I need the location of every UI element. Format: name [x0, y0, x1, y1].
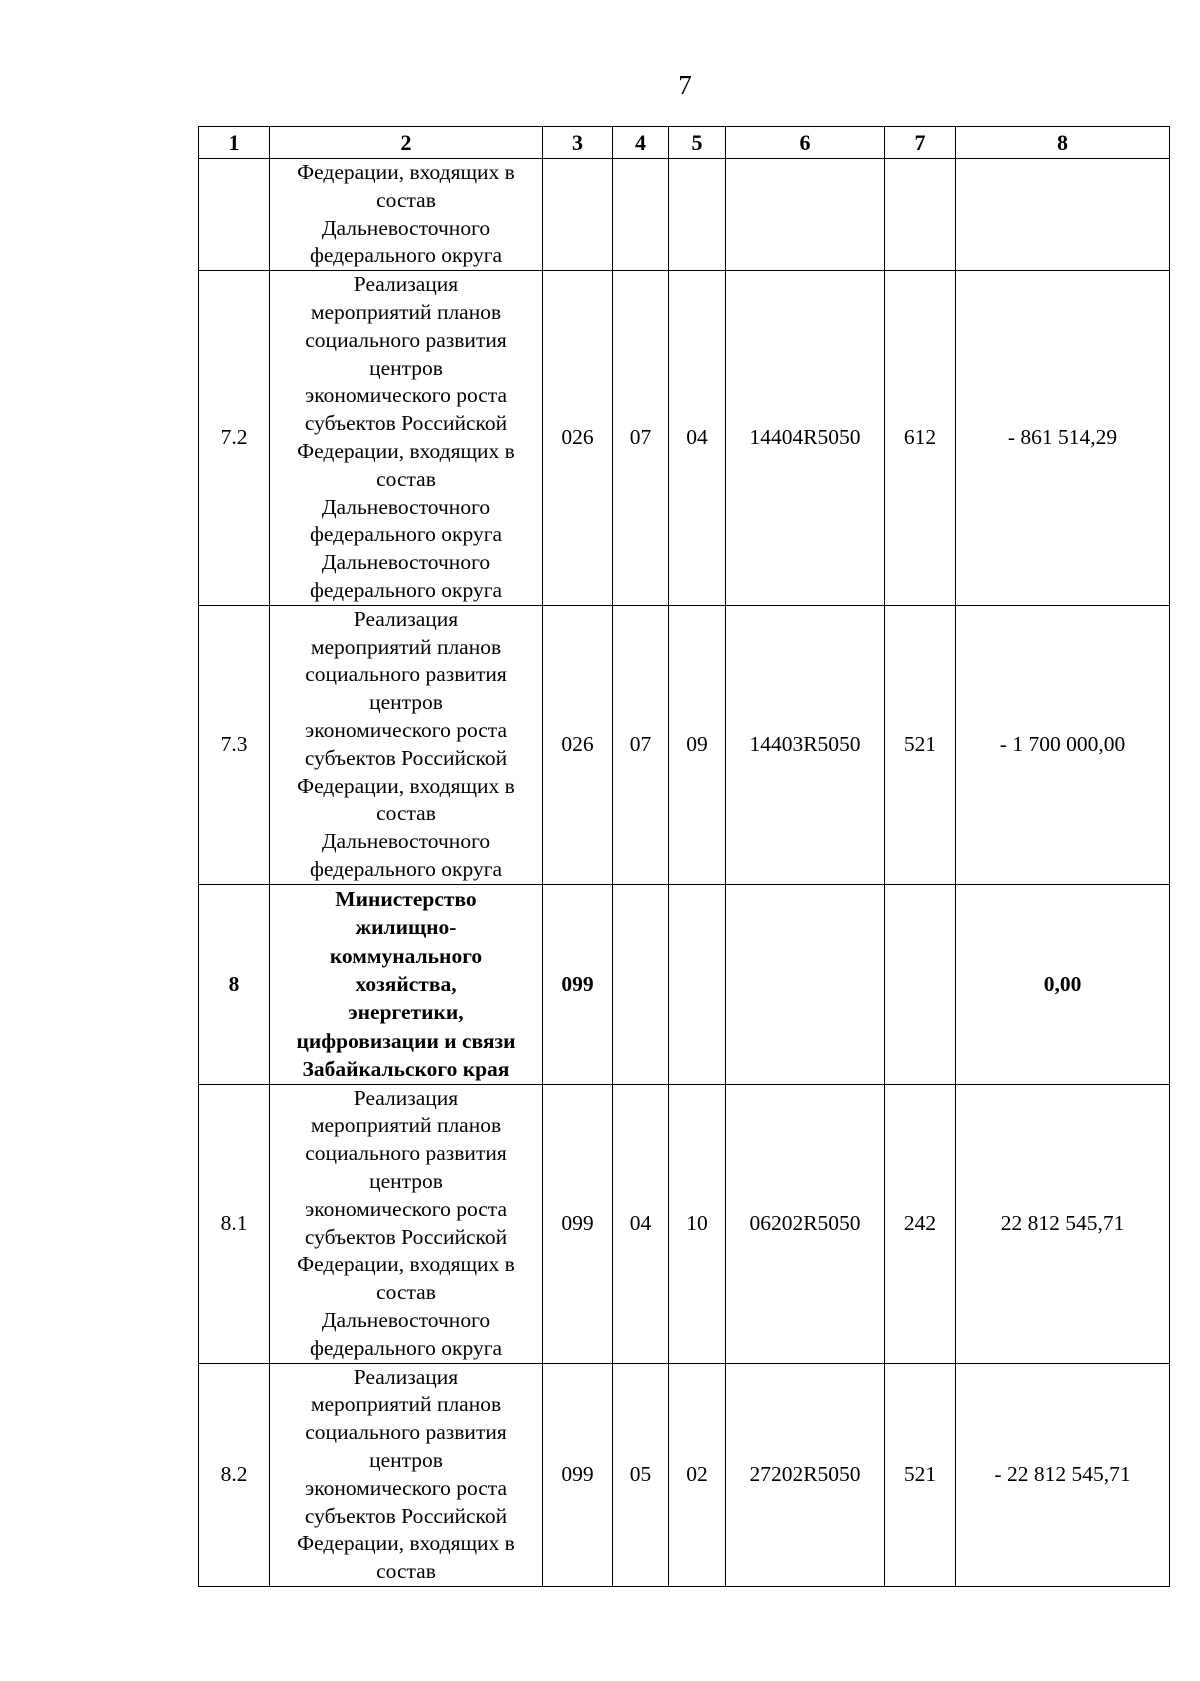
- target-article-cell: 06202R5050: [726, 1084, 885, 1363]
- table-row: [199, 271, 1170, 606]
- target-article-cell: [726, 884, 885, 1084]
- header-cell: 4: [613, 127, 669, 159]
- target-article-cell: 27202R5050: [726, 1363, 885, 1586]
- description-line: центров: [369, 1168, 443, 1193]
- section-cell: 07: [613, 271, 669, 606]
- description-cell: [270, 1363, 543, 1586]
- description-line: хозяйства,: [355, 971, 457, 996]
- description-line: Реализация: [353, 1364, 459, 1389]
- budget-table: [198, 126, 1170, 1587]
- target-article-cell: 14403R5050: [726, 605, 885, 884]
- subsection-cell: 02: [669, 1363, 726, 1586]
- description-line: федерального округа: [309, 1335, 503, 1360]
- description-line: состав: [376, 1280, 436, 1305]
- description-line: состав: [376, 801, 436, 826]
- subsection-cell: 10: [669, 1084, 726, 1363]
- description-line: экономического роста: [304, 1196, 507, 1221]
- header-row: [199, 127, 1170, 159]
- amount-cell: - 22 812 545,71: [956, 1363, 1170, 1586]
- header-cell: 2: [270, 127, 543, 159]
- description-line: Федерации, входящих в: [297, 1531, 515, 1556]
- description-line: Дальневосточного: [321, 215, 491, 240]
- subsection-cell: 04: [669, 271, 726, 606]
- description-line: центров: [369, 355, 443, 380]
- table-row: [199, 605, 1170, 884]
- subsection-cell: [669, 159, 726, 271]
- section-cell: [613, 884, 669, 1084]
- description-line: Реализация: [353, 1085, 459, 1110]
- description-line: субъектов Российской: [304, 1503, 508, 1528]
- description-line: Дальневосточного: [321, 829, 491, 854]
- description-cell: [270, 271, 543, 606]
- header-cell: 1: [199, 127, 270, 159]
- ministry-code-cell: 026: [543, 271, 613, 606]
- amount-cell: - 861 514,29: [956, 271, 1170, 606]
- row-number-cell: 8.2: [199, 1363, 270, 1586]
- ministry-code-cell: 099: [543, 1363, 613, 1586]
- table-row: [199, 1084, 1170, 1363]
- description-line: мероприятий планов: [310, 1392, 502, 1417]
- header-cell: 5: [669, 127, 726, 159]
- amount-cell: 0,00: [956, 884, 1170, 1084]
- description-line: энергетики,: [348, 1000, 464, 1025]
- description-line: состав: [376, 466, 436, 491]
- amount-cell: 22 812 545,71: [956, 1084, 1170, 1363]
- page-number: 7: [678, 70, 692, 100]
- description-line: экономического роста: [304, 383, 507, 408]
- description-line: мероприятий планов: [310, 299, 502, 324]
- subsection-cell: 09: [669, 605, 726, 884]
- description-cell: [270, 884, 543, 1084]
- description-line: цифровизации и связи: [296, 1028, 516, 1053]
- ministry-code-cell: [543, 159, 613, 271]
- table-row: [199, 1363, 1170, 1586]
- expense-type-cell: 521: [885, 1363, 956, 1586]
- ministry-code-cell: 026: [543, 605, 613, 884]
- description-cell: [270, 1084, 543, 1363]
- description-line: Федерации, входящих в: [297, 773, 515, 798]
- description-line: Дальневосточного: [321, 550, 491, 575]
- row-number-cell: 7.2: [199, 271, 270, 606]
- expense-type-cell: [885, 884, 956, 1084]
- description-line: федерального округа: [309, 243, 503, 268]
- description-line: состав: [376, 187, 436, 212]
- row-number-cell: 8.1: [199, 1084, 270, 1363]
- description-line: центров: [369, 690, 443, 715]
- description-line: мероприятий планов: [310, 634, 502, 659]
- description-line: мероприятий планов: [310, 1113, 502, 1138]
- table-row: [199, 159, 1170, 271]
- description-line: социального развития: [305, 1420, 507, 1445]
- subsection-cell: [669, 884, 726, 1084]
- description-line: Дальневосточного: [321, 494, 491, 519]
- description-line: Реализация: [353, 272, 459, 297]
- section-cell: 05: [613, 1363, 669, 1586]
- target-article-cell: 14404R5050: [726, 271, 885, 606]
- description-cell: [270, 159, 543, 271]
- description-line: экономического роста: [304, 1475, 507, 1500]
- expense-type-cell: 242: [885, 1084, 956, 1363]
- description-line: коммунального: [329, 943, 483, 968]
- description-line: социального развития: [305, 327, 507, 352]
- description-line: состав: [376, 1559, 436, 1584]
- description-line: жилищно-: [355, 915, 457, 940]
- description-line: социального развития: [305, 1141, 507, 1166]
- description-line: Федерации, входящих в: [297, 438, 515, 463]
- row-number-cell: [199, 159, 270, 271]
- description-line: субъектов Российской: [304, 1224, 508, 1249]
- description-line: Федерации, входящих в: [297, 1252, 515, 1277]
- description-line: Реализация: [353, 606, 459, 631]
- section-cell: 07: [613, 605, 669, 884]
- description-line: Федерации, входящих в: [297, 160, 515, 184]
- description-line: федерального округа: [309, 856, 503, 881]
- description-line: субъектов Российской: [304, 745, 508, 770]
- description-line: социального развития: [305, 662, 507, 687]
- description-line: субъектов Российской: [304, 411, 508, 436]
- row-number-cell: 8: [199, 884, 270, 1084]
- description-line: федерального округа: [309, 577, 503, 602]
- table-row: [199, 884, 1170, 1084]
- section-cell: [613, 159, 669, 271]
- header-cell: 7: [885, 127, 956, 159]
- expense-type-cell: [885, 159, 956, 271]
- header-cell: 3: [543, 127, 613, 159]
- header-cell: 6: [726, 127, 885, 159]
- row-number-cell: 7.3: [199, 605, 270, 884]
- ministry-code-cell: 099: [543, 1084, 613, 1363]
- section-cell: 04: [613, 1084, 669, 1363]
- description-line: Забайкальского края: [302, 1057, 510, 1082]
- ministry-code-cell: 099: [543, 884, 613, 1084]
- description-line: Дальневосточного: [321, 1307, 491, 1332]
- header-cell: 8: [956, 127, 1170, 159]
- expense-type-cell: 612: [885, 271, 956, 606]
- description-line: Министерство: [335, 886, 477, 911]
- expense-type-cell: 521: [885, 605, 956, 884]
- description-line: федерального округа: [309, 522, 503, 547]
- description-line: центров: [369, 1447, 443, 1472]
- description-line: экономического роста: [304, 717, 507, 742]
- amount-cell: - 1 700 000,00: [956, 605, 1170, 884]
- amount-cell: [956, 159, 1170, 271]
- target-article-cell: [726, 159, 885, 271]
- description-cell: [270, 605, 543, 884]
